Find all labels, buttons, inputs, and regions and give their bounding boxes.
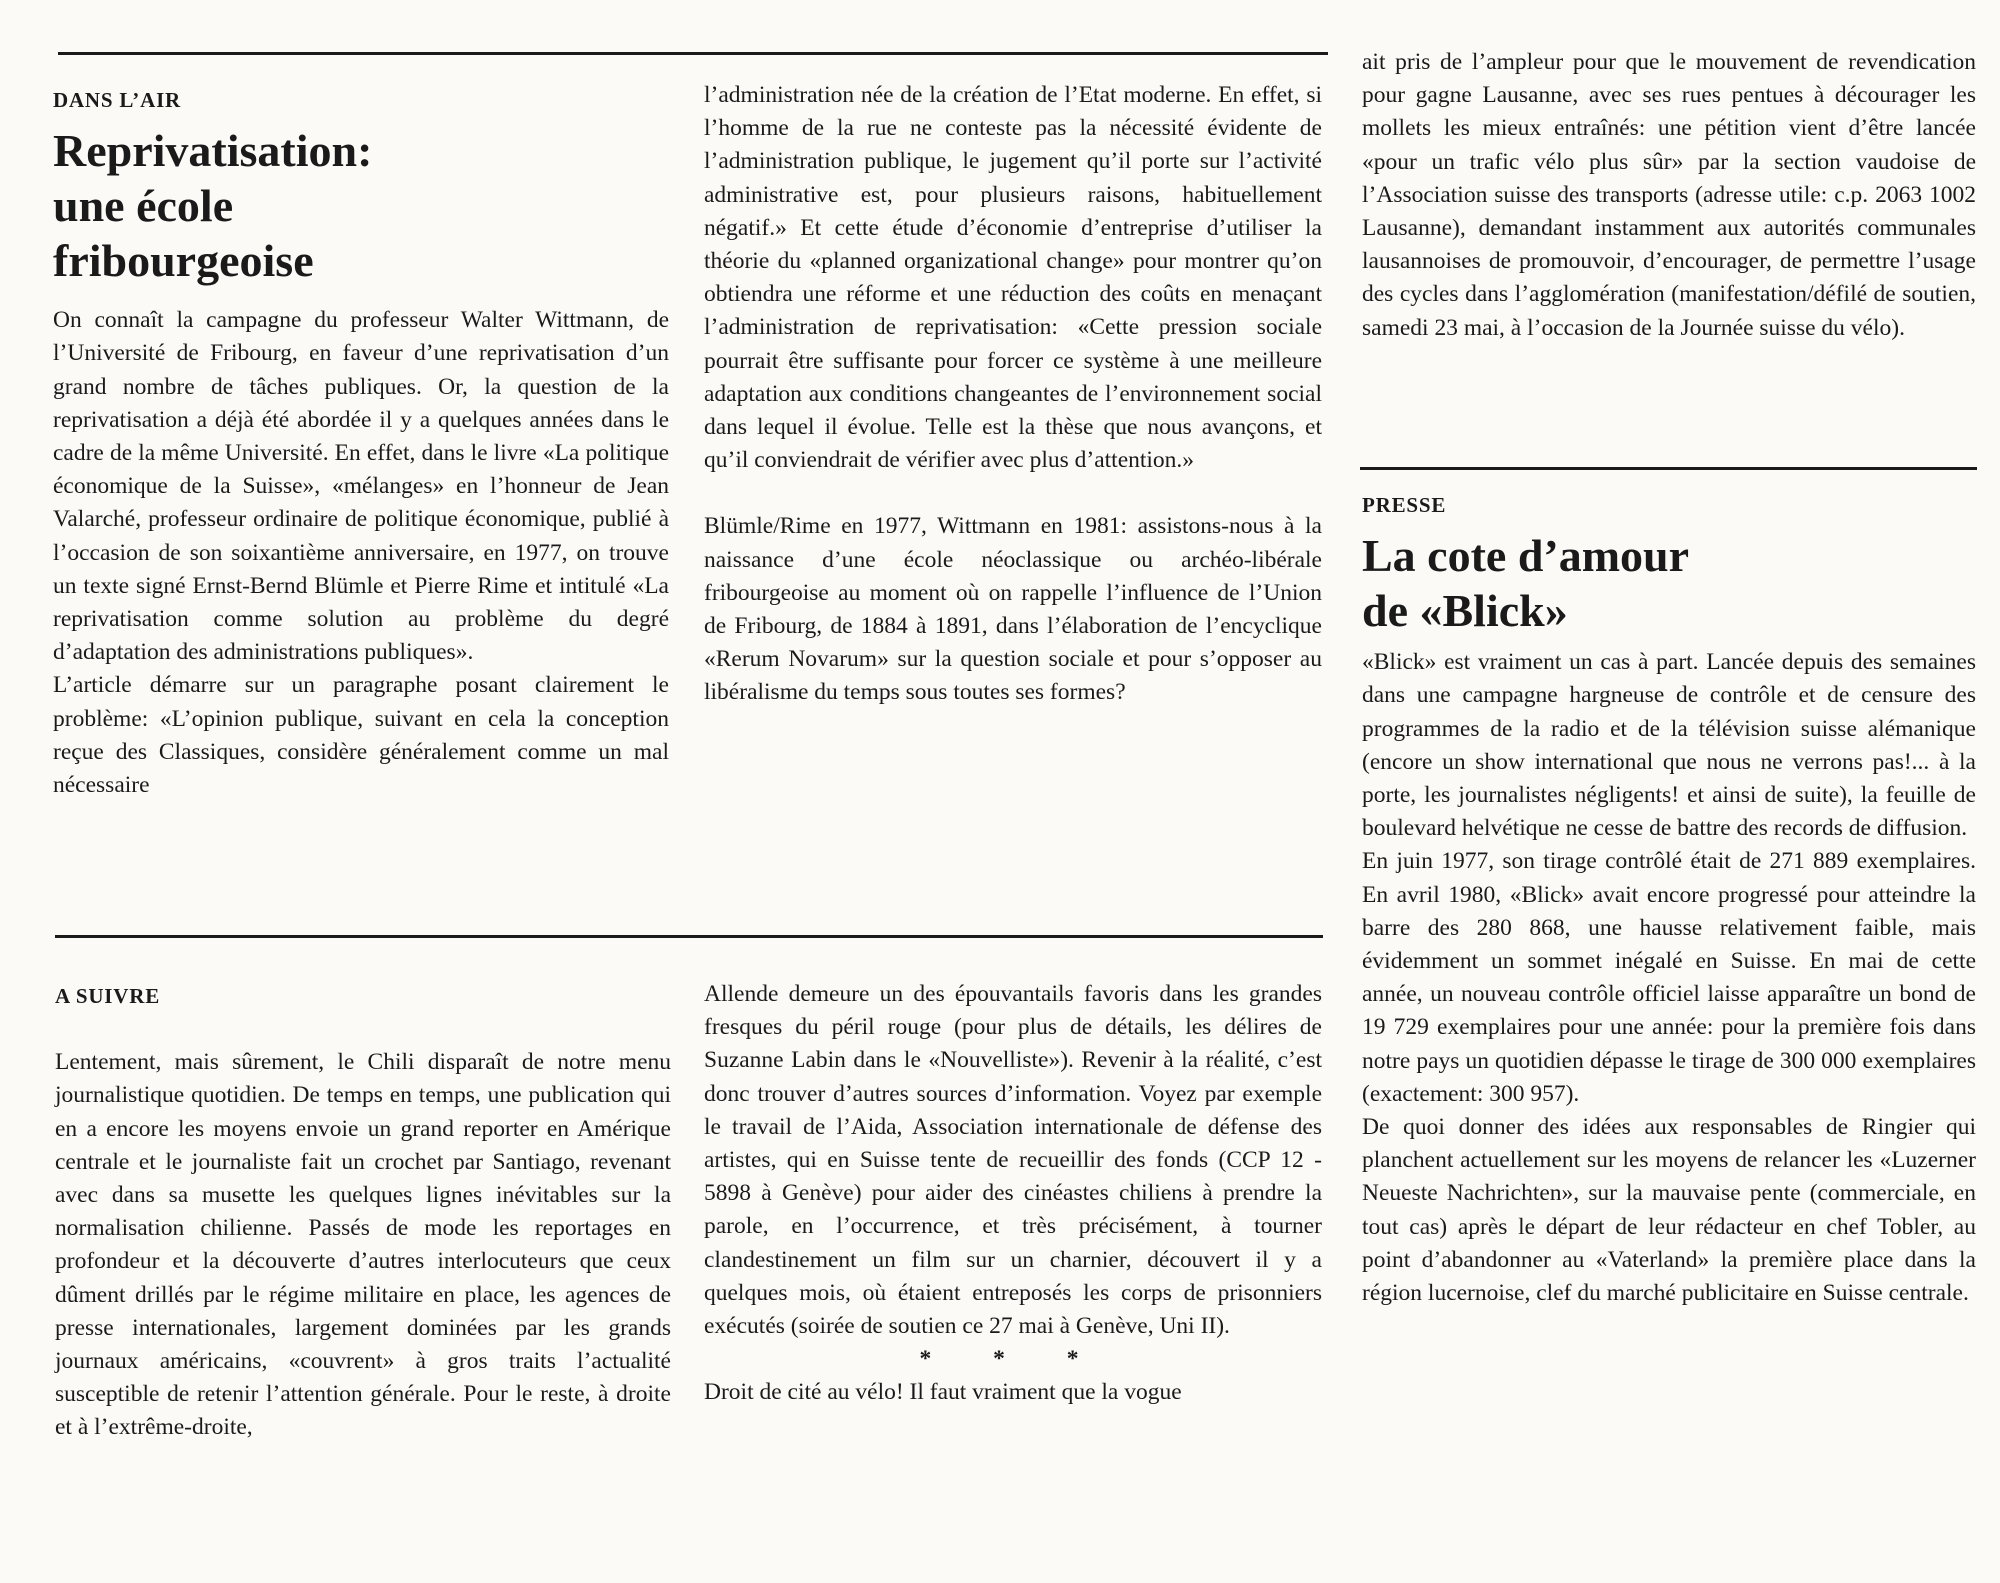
article1-paragraph: L’article démarre sur un paragraphe posant clairement le problème: «L’opinion publique, suivant en cela la conception reçue des Classiques, considère généralement comme un mal nécessaire	[53, 672, 669, 799]
article1-column2	[704, 79, 1322, 710]
article2-paragraph: Allende demeure un des épouvantails favoris dans les grandes fresques du péril rouge (pour plus de détails, les délires de Suzanne Labin dans le «Nouvelliste»). Revenir à la réalité, c’est donc trouver d’autres sources d’information. Voyez par exemple le travail de l’Aida, Association internationale de défense des artistes, qui en Suisse tente de recueillir des fonds (CCP 12 - 5898 à Genève) pour aider des cinéastes chiliens à prendre la parole, en l’occurrence, et très précisément, à tourner clandestinement un film sur un charnier, découvert il y a quelques mois, où étaient entreposés les corps de prisonniers exécutés (soirée de soutien ce 27 mai à Genève, Uni II).	[704, 981, 1322, 1340]
article2-column1	[55, 980, 671, 1445]
article1-paragraph: On connaît la campagne du professeur Walter Wittmann, de l’Université de Fribourg, en faveur d’une reprivatisation d’un grand nombre de tâches publiques. Or, la question de la reprivatisation a déjà été abordée il y a quelques années dans le cadre de la même Université. En effet, dans le livre «La politique économique de la Suisse», «mélanges» en l’honneur de Jean Valarché, professeur ordinaire de politique économique, publié à l’occasion de son soixantième anniversaire, en 1977, on trouve un texte signé Ernst-Bernd Blümle et Pierre Rime et intitulé «La reprivatisation comme solution au problème du degré d’adaptation des administrations publiques».	[53, 307, 669, 666]
headline-line: une école	[53, 180, 234, 232]
article3-paragraph: «Blick» est vraiment un cas à part. Lancée depuis des semaines dans une campagne hargneuse de contrôle et de censure des programmes de la radio et de la télévision suisse alémanique (encore un show international que nous ne verrons pas!... à la porte, les journalistes négligents! et ainsi de suite), la feuille de boulevard helvétique ne cesse de battre des records de diffusion.	[1362, 649, 1976, 842]
article1-kicker: DANS L’AIR	[53, 88, 182, 112]
article3-paragraph: En juin 1977, son tirage contrôlé était de 271 889 exemplaires. En avril 1980, «Blick» avait encore progressé pour atteindre la barre des 280 868, une hausse relativement faible, mais évidemment un sommet inégalé en Suisse. En mai de cette année, un nouveau contrôle officiel laisse apparaître un bond de 19 729 exemplaires pour une année: pour la première fois dans notre pays un quotidien dépasse le tirage de 300 000 exemplaires (exactement: 300 957).	[1362, 848, 1976, 1107]
headline-line: Reprivatisation:	[53, 125, 373, 177]
article1-headline	[53, 123, 669, 288]
rule-above-presse	[1360, 467, 1977, 470]
article2-column3	[1362, 46, 1976, 345]
article1-column1	[53, 84, 669, 802]
article3-headline	[1362, 528, 1976, 638]
middle-rule-left	[55, 935, 1323, 938]
headline-line: de «Blick»	[1362, 585, 1568, 637]
article1-paragraph: l’administration née de la création de l’Etat moderne. En effet, si l’homme de la rue ne conteste pas la nécessité évidente de l’administration publique, le jugement qu’il porte sur l’activité administrative est, pour plusieurs raisons, habituellement négatif.» Et cette étude d’économie d’entreprise d’utiliser la théorie du «planned organizational change» pour montrer qu’on obtiendra une réforme et une réduction des coûts en menaçant l’administration de reprivatisation: «Cette pression sociale pourrait être suffisante pour forcer ce système à une meilleure adaptation aux conditions changeantes de l’environnement social dans lequel il évolue. Telle est la thèse que nous avançons, et qu’il conviendrait de vérifier avec plus d’attention.»	[704, 82, 1322, 474]
article2-column2	[704, 978, 1322, 1410]
article1-paragraph: Blümle/Rime en 1977, Wittmann en 1981: assistons-nous à la naissance d’une école néoclassique ou archéo-libérale fribourgeoise au moment où on rappelle l’influence de l’Union de Fribourg, de 1884 à 1891, dans l’élaboration de l’encyclique «Rerum Novarum» sur la question sociale et pour s’opposer au libéralisme du temps sous toutes ses formes?	[704, 513, 1322, 706]
article3-paragraph: De quoi donner des idées aux responsables de Ringier qui planchent actuellement sur les moyens de relancer les «Luzerner Neueste Nachrichten», sur la mauvaise pente (commerciale, en tout cas) après le départ de leur rédacteur en chef Tobler, au point d’abandonner au «Vaterland» la première place dans la région lucernoise, clef du marché publicitaire en Suisse centrale.	[1362, 1114, 1976, 1307]
article2-kicker: A SUIVRE	[55, 984, 161, 1008]
article2-paragraph: Lentement, mais sûrement, le Chili disparaît de notre menu journalistique quotidien. De temps en temps, une publication qui en a encore les moyens envoie un grand reporter en Amérique centrale et le journaliste fait un crochet par Santiago, revenant avec dans sa musette les quelques lignes inévitables sur la normalisation chilienne. Passés de mode les reportages en profondeur et la découverte d’autres interlocuteurs que ceux dûment drillés par le régime militaire en place, les agences de presse internationales, largement dominées par les grands journaux américains, «couvrent» à gros traits l’actualité susceptible de retenir l’attention générale. Pour le reste, à droite et à l’extrême-droite,	[55, 1049, 671, 1441]
article2-paragraph: Droit de cité au vélo! Il faut vraiment que la vogue	[704, 1379, 1182, 1406]
article3-kicker: PRESSE	[1362, 493, 1447, 517]
article2-paragraph: ait pris de l’ampleur pour que le mouvement de revendication pour gagne Lausanne, avec ses rues pentues à décourager les mollets les mieux entraînés: une pétition vient d’être lancée «pour un trafic vélo plus sûr» par la section vaudoise de l’Association suisse des transports (adresse utile: c.p. 2063 1002 Lausanne), demandant instamment aux autorités communales lausannoises de promouvoir, d’encourager, de permettre l’usage des cycles dans l’agglomération (manifestation/défilé de soutien, samedi 23 mai, à l’occasion de la Journée suisse du vélo).	[1362, 49, 1976, 341]
headline-line: La cote d’amour	[1362, 530, 1690, 582]
top-rule-left	[58, 52, 1328, 55]
article3-column	[1362, 489, 1976, 1310]
section-separator-stars: * * *	[919, 1346, 1107, 1373]
headline-line: fribourgeoise	[53, 235, 314, 287]
